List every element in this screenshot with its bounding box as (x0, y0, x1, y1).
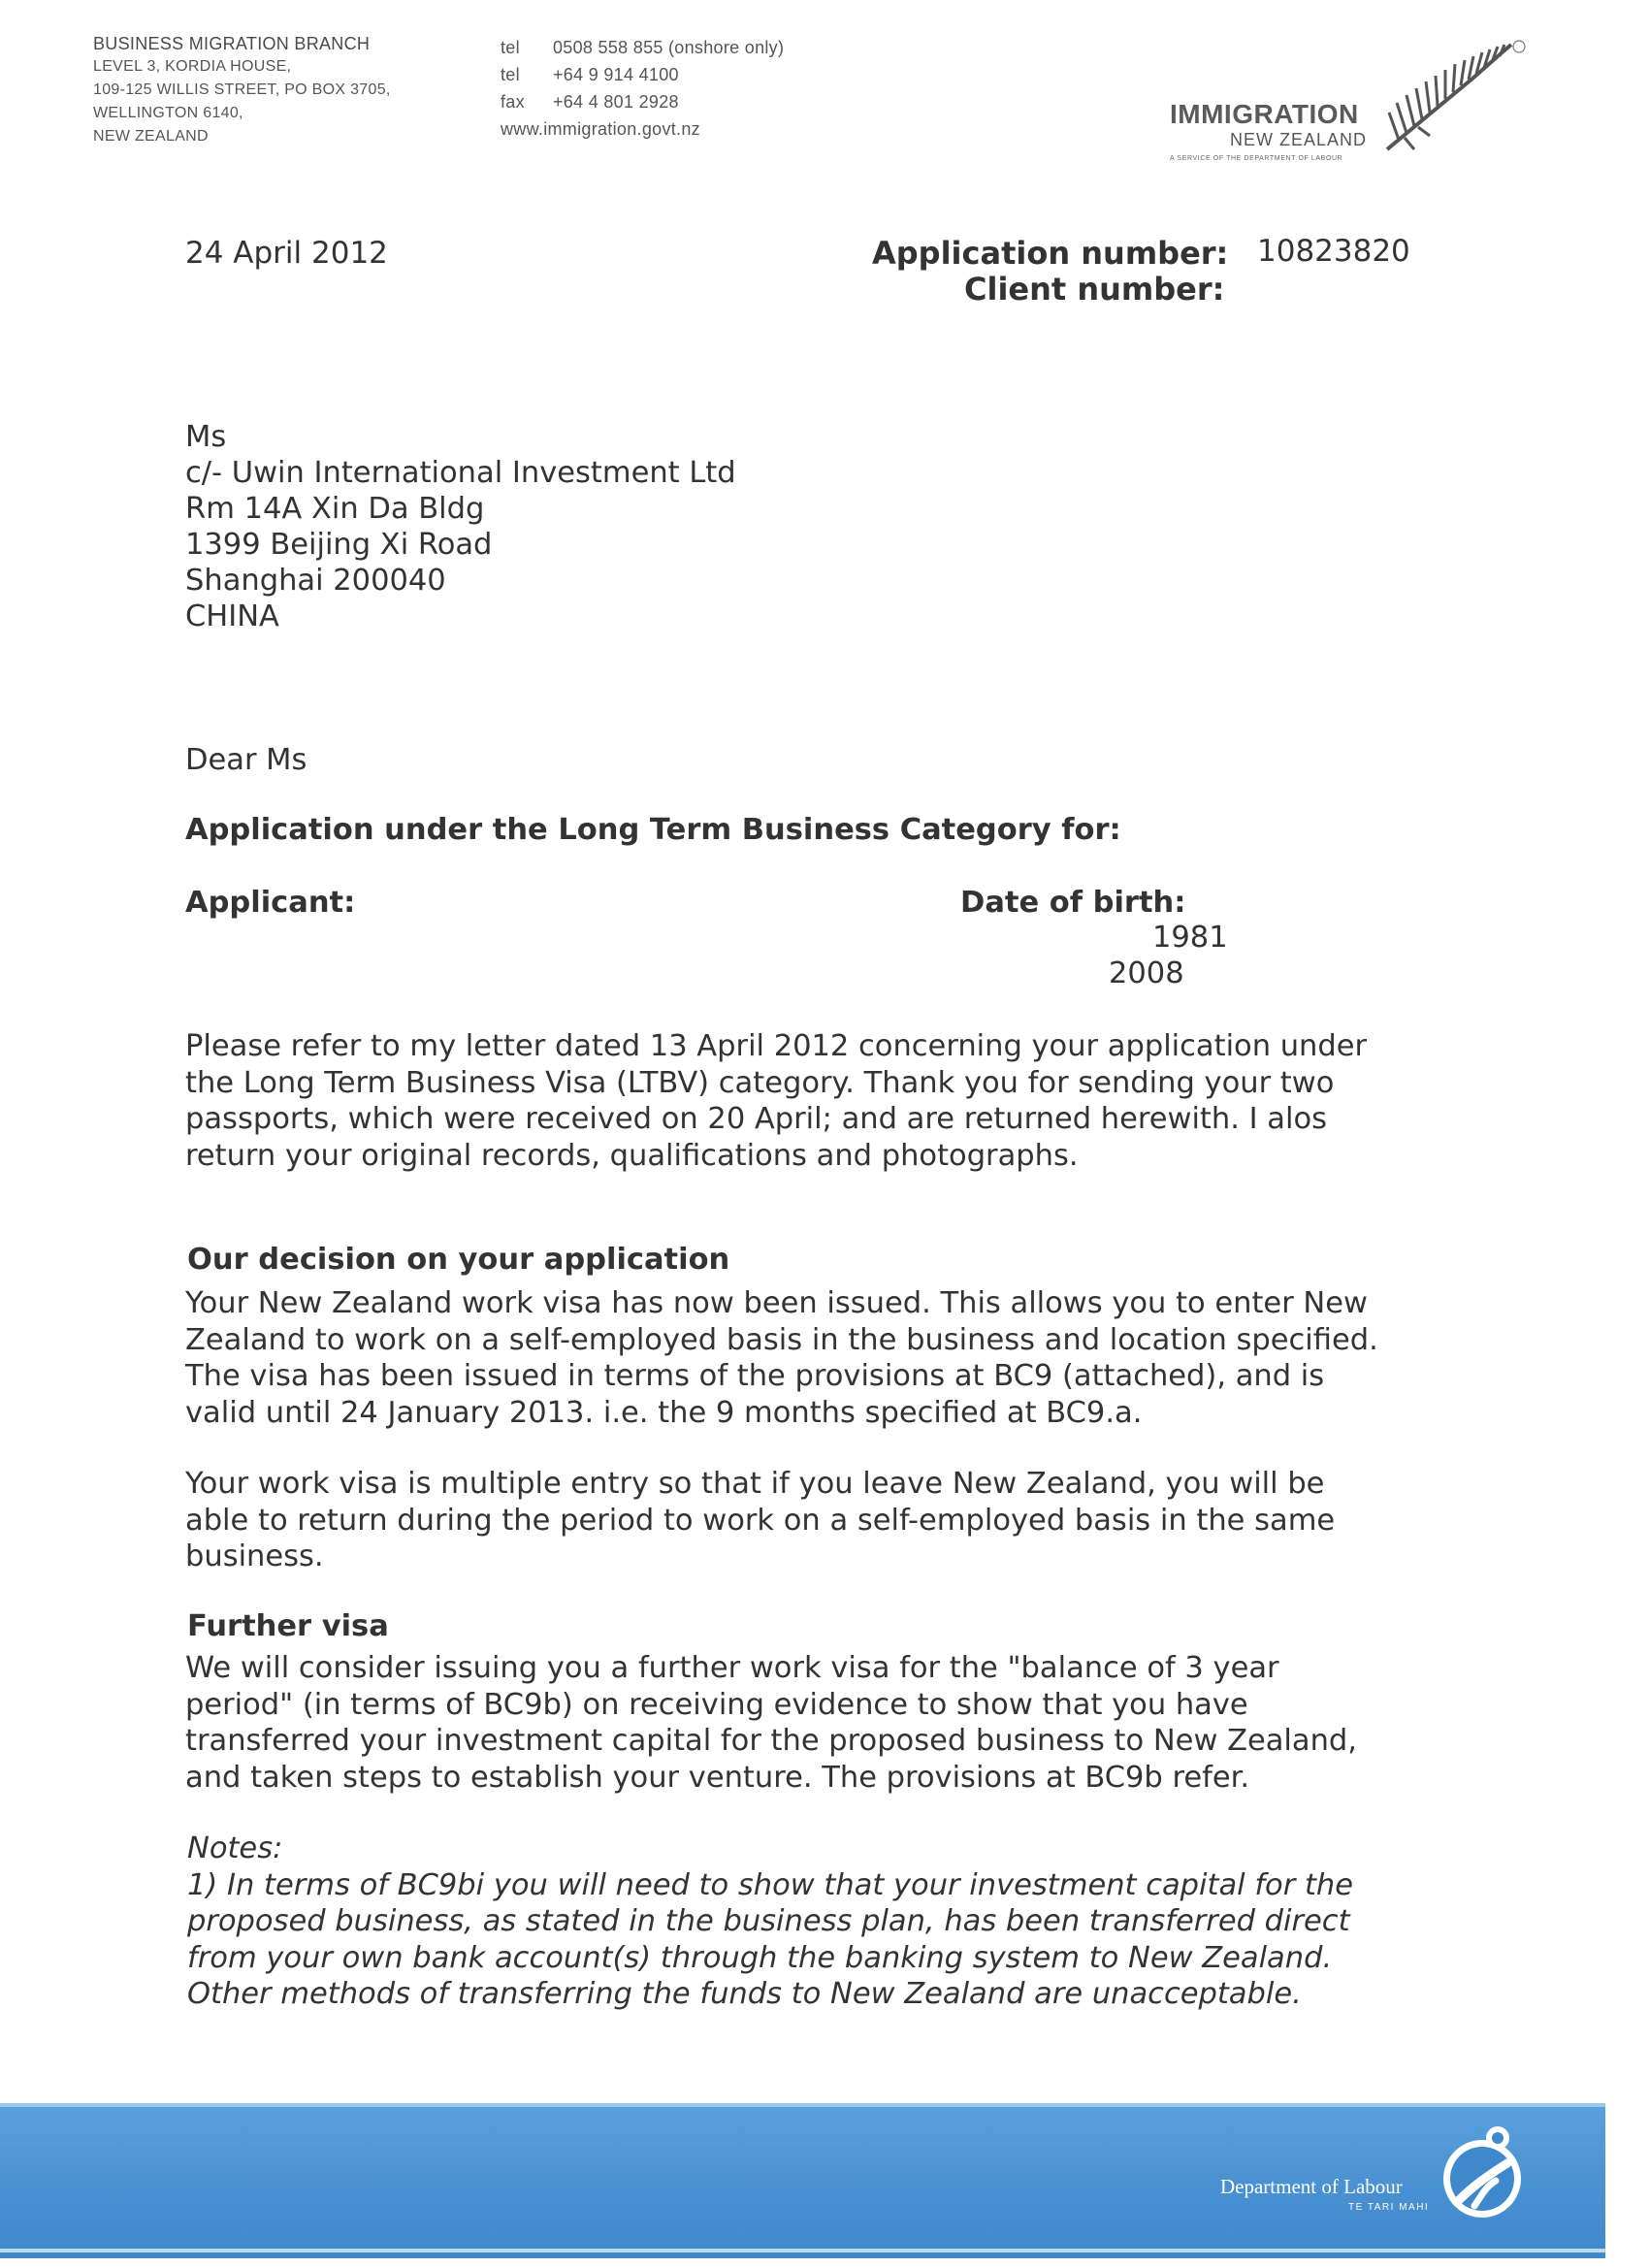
address-line: LEVEL 3, KORDIA HOUSE, (93, 58, 292, 75)
footer-band (0, 2103, 1605, 2258)
contact-label: fax (501, 92, 525, 112)
paragraph-line: Please refer to my letter dated 13 April 2012 concerning your application under (185, 1029, 1368, 1063)
recipient-line: Rm 14A Xin Da Bldg (185, 492, 485, 526)
contact-label: tel (501, 65, 520, 84)
address-line: WELLINGTON 6140, (93, 105, 243, 121)
contact-block (501, 34, 784, 143)
recipient-line: Shanghai 200040 (185, 564, 446, 598)
client-number-label: Client number: (964, 271, 1225, 308)
department-of-labour-emblem-icon (1436, 2117, 1528, 2233)
recipient-line: c/- Uwin International Investment Ltd (185, 456, 736, 490)
contact-row (501, 88, 784, 115)
address-line: NEW ZEALAND (93, 128, 209, 145)
paragraph-line: business. (185, 1539, 324, 1573)
paragraph-line: Zealand to work on a self-employed basis in the business and location specified. (185, 1322, 1378, 1357)
recipient-line: CHINA (185, 599, 279, 633)
notes-line: Other methods of transferring the funds to New Zealand are unacceptable. (187, 1977, 1302, 2011)
footer-maori-name: TE TARI MAHI (1348, 2202, 1430, 2213)
paragraph-line: and taken steps to establish your venture. The provisions at BC9b refer. (185, 1760, 1250, 1795)
paragraph-line: period" (in terms of BC9b) on receiving evidence to show that you have (185, 1687, 1248, 1722)
dob-value: 1981 (1152, 921, 1228, 955)
contact-value: +64 9 914 4100 (553, 65, 679, 84)
dob-value: 2008 (1109, 956, 1184, 990)
paragraph-line: the Long Term Business Visa (LTBV) category. Thank you for sending your two (185, 1065, 1335, 1100)
applicant-label: Applicant: (185, 886, 356, 920)
recipient-line: 1399 Beijing Xi Road (185, 528, 493, 562)
recipient-line: Ms (185, 420, 227, 454)
notes-line: proposed business, as stated in the business plan, has been transferred direct (187, 1904, 1350, 1938)
paragraph-line: We will consider issuing you a further work visa for the "balance of 3 year (185, 1651, 1279, 1685)
sender-address (93, 32, 391, 148)
paragraph-line: passports, which were received on 20 April; and are returned herewith. I alos (185, 1102, 1328, 1136)
decision-paragraph (185, 1285, 1378, 1431)
intro-paragraph (185, 1028, 1367, 1174)
contact-row (501, 34, 784, 61)
notes-line: from your own bank account(s) through the banking system to New Zealand. (187, 1940, 1333, 1975)
salutation: Dear Ms (185, 743, 307, 777)
footer-top-stripe (0, 2103, 1605, 2107)
paragraph-line: valid until 24 January 2013. i.e. the 9 months specified at BC9.a. (185, 1395, 1143, 1430)
logo-line-1: IMMIGRATION (1170, 99, 1359, 129)
paragraph-line: able to return during the period to work on a self-employed basis in the same (185, 1503, 1336, 1538)
contact-label: tel (501, 38, 520, 57)
dob-label: Date of birth: (960, 886, 1186, 920)
fern-icon (1375, 35, 1526, 161)
paragraph-line: The visa has been issued in terms of the provisions at BC9 (attached), and is (185, 1359, 1325, 1393)
letter-date: 24 April 2012 (185, 236, 388, 271)
notes-section (187, 1831, 1353, 2013)
application-number-label: Application number: (872, 235, 1229, 272)
paragraph-line: return your original records, qualifications and photographs. (185, 1138, 1079, 1173)
address-line: 109-125 WILLIS STREET, PO BOX 3705, (93, 81, 391, 98)
further-visa-paragraph (185, 1650, 1357, 1796)
footer-bottom-stripe (0, 2249, 1605, 2252)
subject-line: Application under the Long Term Business Category for: (185, 813, 1121, 847)
decision-heading: Our decision on your application (187, 1243, 730, 1277)
website-link[interactable]: www.immigration.govt.nz (501, 119, 700, 139)
contact-value: +64 4 801 2928 (553, 92, 679, 112)
multiple-entry-paragraph (185, 1466, 1335, 1575)
logo-line-2: NEW ZEALAND (1230, 130, 1368, 149)
footer-org-name: Department of Labour (1220, 2175, 1403, 2198)
paragraph-line: transferred your investment capital for the proposed business to New Zealand, (185, 1724, 1357, 1758)
contact-value: 0508 558 855 (onshore only) (553, 38, 785, 57)
recipient-address (185, 419, 736, 634)
paragraph-line: Your work visa is multiple entry so that if you leave New Zealand, you will be (185, 1467, 1325, 1501)
application-number: 10823820 (1257, 234, 1410, 269)
logo-tagline: A SERVICE OF THE DEPARTMENT OF LABOUR (1170, 155, 1343, 162)
notes-line: 1) In terms of BC9bi you will need to show that your investment capital for the (187, 1867, 1354, 1902)
contact-row (501, 61, 784, 88)
immigration-nz-logo (1164, 35, 1533, 171)
paragraph-line: Your New Zealand work visa has now been issued. This allows you to enter New (185, 1286, 1368, 1320)
further-visa-heading: Further visa (187, 1609, 389, 1643)
notes-heading: Notes: (187, 1831, 283, 1865)
address-line: BUSINESS MIGRATION BRANCH (93, 34, 371, 53)
